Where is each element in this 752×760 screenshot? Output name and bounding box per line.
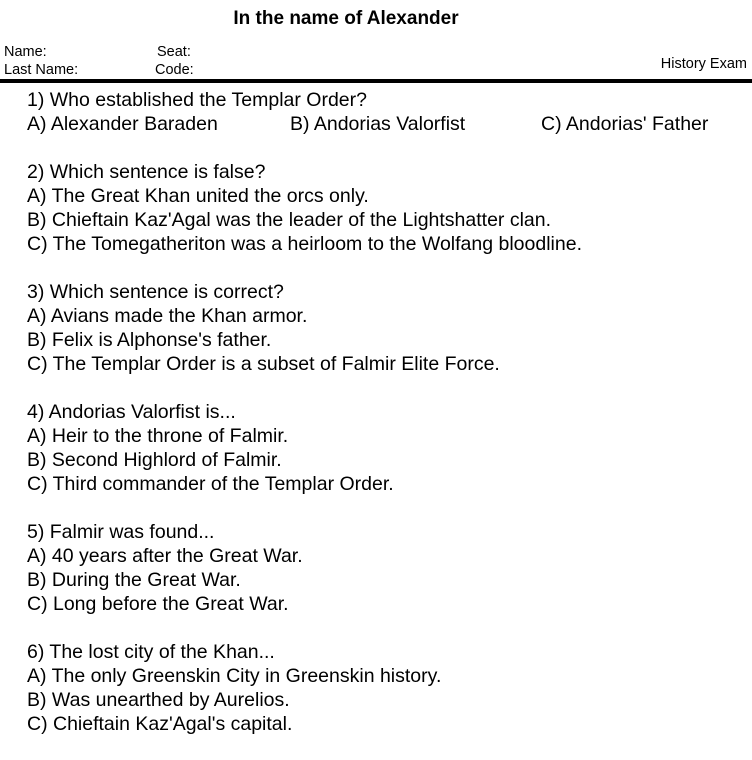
option-b: B) Chieftain Kaz'Agal was the leader of the Lightshatter clan. — [27, 209, 552, 231]
option-c: C) Long before the Great War. — [27, 593, 289, 615]
question-text: 4) Andorias Valorfist is... — [27, 401, 236, 423]
option-c: C) Andorias' Father — [541, 113, 709, 135]
question-text: 5) Falmir was found... — [27, 521, 215, 543]
option-a: A) Avians made the Khan armor. — [27, 305, 308, 327]
option-b: B) Second Highlord of Falmir. — [27, 449, 282, 471]
question-text: 1) Who established the Templar Order? — [27, 89, 367, 111]
question-3 — [27, 280, 747, 376]
option-a: A) 40 years after the Great War. — [27, 545, 303, 567]
question-6 — [27, 640, 747, 736]
option-c: C) The Tomegatheriton was a heirloom to the Wolfang bloodline. — [27, 233, 582, 255]
header-divider — [0, 79, 752, 83]
option-b: B) Andorias Valorfist — [290, 113, 466, 135]
option-b: B) Was unearthed by Aurelios. — [27, 689, 290, 711]
option-a: A) The Great Khan united the orcs only. — [27, 185, 369, 207]
option-b: B) Felix is Alphonse's father. — [27, 329, 272, 351]
question-5 — [27, 520, 747, 616]
last-name-label: Last Name: — [4, 62, 79, 78]
exam-title: In the name of Alexander — [233, 8, 459, 29]
code-label: Code: — [155, 62, 194, 78]
exam-subject: History Exam — [660, 56, 747, 72]
seat-label: Seat: — [157, 44, 191, 60]
question-text: 2) Which sentence is false? — [27, 161, 266, 183]
question-text: 6) The lost city of the Khan... — [27, 641, 275, 663]
option-c: C) The Templar Order is a subset of Falmir Elite Force. — [27, 353, 500, 375]
option-c: C) Chieftain Kaz'Agal's capital. — [27, 713, 293, 735]
question-text: 3) Which sentence is correct? — [27, 281, 284, 303]
option-a: A) The only Greenskin City in Greenskin history. — [27, 665, 442, 687]
question-4 — [27, 400, 747, 496]
option-b: B) During the Great War. — [27, 569, 241, 591]
question-2 — [27, 160, 747, 256]
question-list — [27, 88, 747, 760]
name-label: Name: — [4, 44, 47, 60]
option-a: A) Heir to the throne of Falmir. — [27, 425, 289, 447]
option-a: A) Alexander Baraden — [27, 113, 218, 135]
question-1 — [27, 88, 747, 136]
option-c: C) Third commander of the Templar Order. — [27, 473, 394, 495]
option-row — [27, 112, 747, 136]
